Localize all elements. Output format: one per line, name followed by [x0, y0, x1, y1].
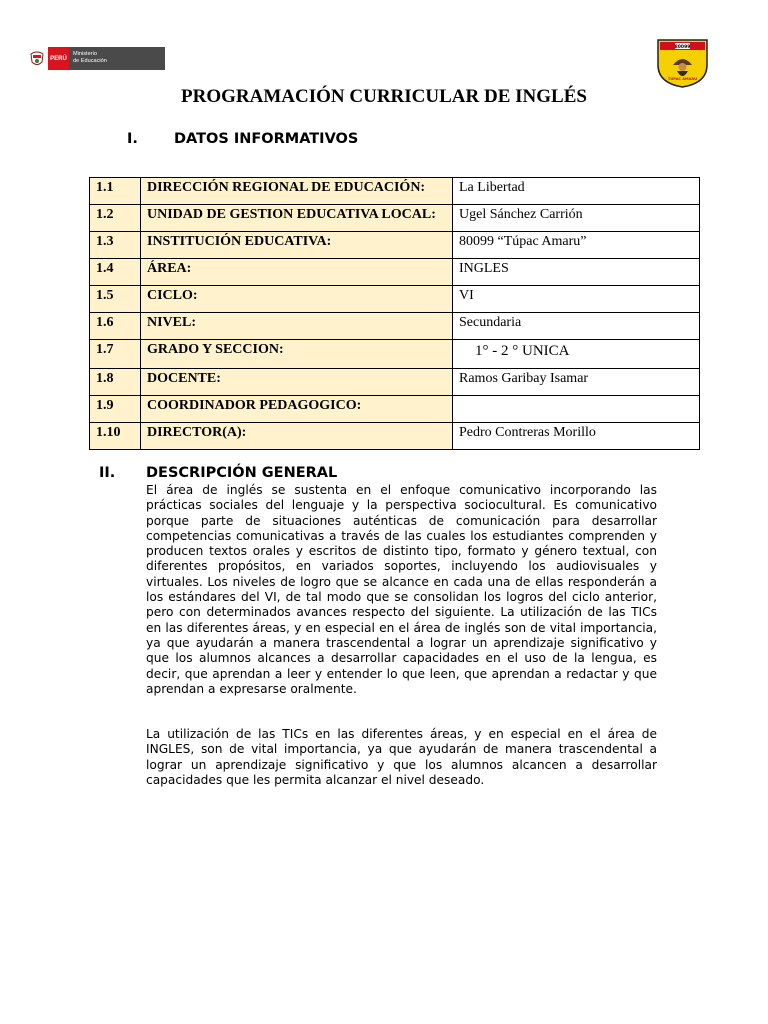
description-paragraph-2: La utilización de las TICs en las diferentes áreas, y en especial en el área de INGLES, son de vital importancia, ya que ayudarán de manera trascendental a lograr un aprendizaje significativo y que los alumnos alcancen a desarrollar capacidades que les permita alcanzar el nivel deseado. [146, 727, 657, 787]
row-label: UNIDAD DE GESTION EDUCATIVA LOCAL: [141, 205, 453, 232]
datos-table [89, 177, 700, 450]
row-value: Ugel Sánchez Carrión [453, 205, 700, 232]
row-value: Ramos Garibay Isamar [453, 369, 700, 396]
row-value: VI [453, 286, 700, 313]
section2-number: II. [99, 465, 116, 481]
row-number: 1.3 [90, 232, 141, 259]
row-label: DIRECTOR(A): [141, 423, 453, 450]
row-number: 1.5 [90, 286, 141, 313]
minedu-logo [26, 47, 165, 70]
row-number: 1.7 [90, 340, 141, 369]
row-value [453, 396, 700, 423]
row-label: COORDINADOR PEDAGOGICO: [141, 396, 453, 423]
row-number: 1.1 [90, 178, 141, 205]
row-value: 80099 “Túpac Amaru” [453, 232, 700, 259]
badge-text: TÚPAC AMARU [667, 77, 698, 81]
table-row [90, 286, 700, 313]
row-number: 1.10 [90, 423, 141, 450]
ministry-line2: de Educación [73, 57, 107, 64]
table-row [90, 259, 700, 286]
table-row [90, 232, 700, 259]
row-number: 1.2 [90, 205, 141, 232]
row-value: La Libertad [453, 178, 700, 205]
row-label: GRADO Y SECCION: [141, 340, 453, 369]
row-number: 1.9 [90, 396, 141, 423]
row-label: INSTITUCIÓN EDUCATIVA: [141, 232, 453, 259]
section2-heading: DESCRIPCIÓN GENERAL [146, 465, 338, 481]
peru-label: PERÚ [48, 47, 69, 70]
row-number: 1.8 [90, 369, 141, 396]
table-row [90, 423, 700, 450]
section1-number: I. [127, 131, 138, 147]
row-label: ÁREA: [141, 259, 453, 286]
ministry-label [69, 47, 165, 70]
row-value: Pedro Contreras Morillo [453, 423, 700, 450]
section1-heading: DATOS INFORMATIVOS [174, 131, 359, 147]
table-row [90, 205, 700, 232]
table-row [90, 340, 700, 369]
table-row [90, 396, 700, 423]
row-value: Secundaria [453, 313, 700, 340]
row-label: DIRECCIÓN REGIONAL DE EDUCACIÓN: [141, 178, 453, 205]
row-value: INGLES [453, 259, 700, 286]
table-row [90, 369, 700, 396]
row-number: 1.4 [90, 259, 141, 286]
table-row [90, 313, 700, 340]
peru-seal-icon [26, 47, 48, 70]
badge-number: 80099 [674, 45, 691, 50]
row-label: CICLO: [141, 286, 453, 313]
ministry-line1: Ministerio [73, 51, 97, 57]
description-paragraph-1: El área de inglés se sustenta en el enfoque comunicativo incorporando las prácticas sociales del lenguaje y la perspectiva sociocultural. Es comunicativo porque parte de situaciones auténticas de comunicación para desarrollar competencias comunicativas a través de las cuales los estudiantes comprenden y producen textos orales y escritos de distinto tipo, formato y género textual, con diferentes propósitos, en variados soportes, incluyendo los audiovisuales y virtuales. Los niveles de logro que se alcance en cada una de ellas responderán a los estándares del VI, de tal modo que se consolidan los logros del ciclo anterior, pero con determinados avances respecto del siguiente. La utilización de las TICs en las diferentes áreas, y en especial en el área de inglés son de vital importancia, ya que ayudarán a manera trascendental a lograr un aprendizaje significativo y que los alumnos alcances a desarrollar capacidades en el uso de la lengua, es decir, que aprendan a leer y entender lo que leen, que aprendan a redactar y que aprendan a expresarse oralmente. [146, 483, 657, 696]
row-label: DOCENTE: [141, 369, 453, 396]
school-badge-icon [655, 37, 710, 88]
table-row [90, 178, 700, 205]
row-value: 1° - 2 ° UNICA [453, 340, 700, 369]
row-number: 1.6 [90, 313, 141, 340]
row-label: NIVEL: [141, 313, 453, 340]
page-title: PROGRAMACIÓN CURRICULAR DE INGLÉS [181, 86, 587, 107]
